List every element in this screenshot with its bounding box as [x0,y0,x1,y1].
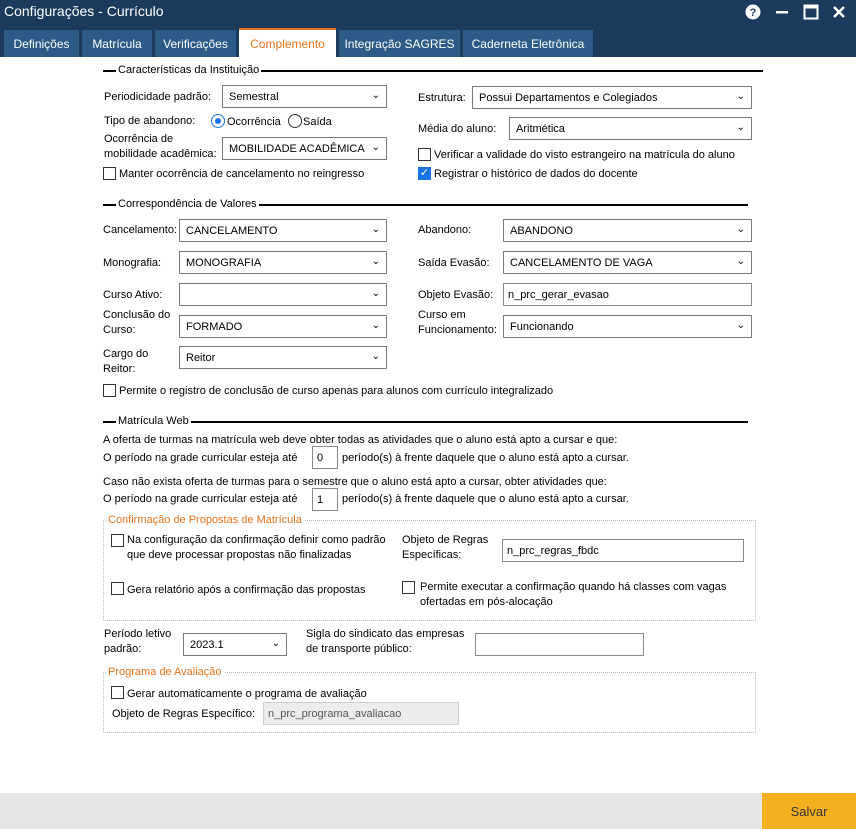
objeto-especifico-label: Objeto de Regras Específico: [112,708,256,720]
periodicidade-label: Periodicidade padrão: [104,91,212,103]
conclusao-label-2: Curso: [103,324,136,336]
abandono-ocorrencia-radio[interactable] [211,114,225,128]
gera-relatorio-label: Gera relatório após a confirmação das propostas [127,584,366,596]
mobilidade-label-2: mobilidade acadêmica: [104,148,217,160]
cargo-label-1: Cargo do [103,348,149,360]
chevron-down-icon: ⌄ [371,224,380,235]
chevron-down-icon: ⌄ [736,224,745,235]
registrar-historico-checkbox[interactable]: ✓ [419,167,430,179]
objeto-regras-input[interactable]: n_prc_regras_fbdc [502,539,744,562]
chevron-down-icon: ⌄ [371,288,380,299]
abandono-select[interactable] [503,219,752,242]
conclusao-value: FORMADO [186,320,243,333]
help-icon[interactable] [743,2,763,22]
gerar-programa-checkbox[interactable] [111,686,124,699]
sigla-input[interactable] [475,633,644,656]
config-padrao-checkbox[interactable] [111,534,124,547]
curso-ativo-label: Curso Ativo: [103,289,163,301]
tab-matricula[interactable]: Matrícula [82,30,152,57]
cargo-label-2: Reitor: [103,363,136,375]
config-padrao-label-2: que deve processar propostas não finalizadas [127,549,352,561]
section-title-valores: Correspondência de Valores [118,198,257,210]
cancelamento-value: CANCELAMENTO [186,224,278,237]
sigla-label-2: de transporte público: [306,643,412,655]
tab-definicoes[interactable]: Definições [4,30,79,57]
saida-evasao-select[interactable] [503,251,752,274]
periodo-prefix-2: O período na grade curricular esteja até [103,493,298,505]
chevron-down-icon: ⌄ [736,320,745,331]
manter-ocorrencia-label: Manter ocorrência de cancelamento no reingresso [119,168,365,180]
monografia-value: MONOGRAFIA [186,256,262,269]
monografia-label: Monografia: [103,257,162,269]
periodo-letivo-select[interactable] [183,633,287,656]
verificar-visto-checkbox[interactable] [418,148,431,161]
chevron-down-icon: ⌄ [371,256,380,267]
oferta-text: A oferta de turmas na matrícula web deve obter todas as atividades que o aluno está apto a cursar e que: [103,434,618,446]
periodo-letivo-label-1: Período letivo [104,628,172,640]
tab-caderneta-eletronica[interactable]: Caderneta Eletrônica [463,30,593,57]
objeto-especifico-input[interactable]: n_prc_programa_avaliacao [263,702,459,725]
chevron-down-icon: ⌄ [371,351,380,362]
periodicidade-select[interactable] [222,85,387,108]
media-label: Média do aluno: [418,123,497,135]
objeto-regras-label-1: Objeto de Regras [402,534,489,546]
abandono-saida-label: Saída [303,116,332,128]
section-title-web: Matrícula Web [118,415,189,427]
media-select[interactable] [509,117,752,140]
estrutura-select[interactable] [472,86,752,109]
gera-relatorio-checkbox[interactable] [111,582,124,595]
media-value: Aritmética [516,122,565,135]
abandono-label: Abandono: [418,224,472,236]
cargo-select[interactable] [179,346,387,369]
title-bar [0,0,856,25]
chevron-down-icon: ⌄ [371,320,380,331]
registrar-historico-label: Registrar o histórico de dados do docente [434,168,638,180]
chevron-down-icon: ⌄ [736,256,745,267]
estrutura-value: Possui Departamentos e Colegiados [479,91,658,104]
gerar-programa-label: Gerar automaticamente o programa de avaliação [127,688,367,700]
objeto-regras-label-2: Específicas: [402,549,462,561]
periodo-suffix-1: período(s) à frente daquele que o aluno está apto a cursar. [342,452,629,464]
confirmacao-legend: Confirmação de Propostas de Matrícula [108,514,302,526]
cancelamento-label: Cancelamento: [103,224,177,236]
funcionamento-label-2: Funcionamento: [418,324,497,336]
permite-executar-checkbox[interactable] [402,581,415,594]
cancelamento-select[interactable] [179,219,387,242]
periodo-suffix-2: período(s) à frente daquele que o aluno está apto a cursar. [342,493,629,505]
close-icon[interactable] [829,2,849,22]
conclusao-select[interactable] [179,315,387,338]
periodo-input-2[interactable]: 1 [312,488,338,511]
chevron-down-icon: ⌄ [736,122,745,133]
objeto-evasao-input[interactable]: n_prc_gerar_evasao [503,283,752,306]
save-button[interactable]: Salvar [762,793,856,829]
sigla-label-1: Sigla do sindicato das empresas [306,628,465,640]
chevron-down-icon: ⌄ [271,638,280,649]
svg-text:?: ? [749,7,757,19]
periodicidade-value: Semestral [229,90,279,103]
periodo-prefix-1: O período na grade curricular esteja até [103,452,298,464]
tab-complemento[interactable]: Complemento [239,28,336,58]
programa-legend: Programa de Avaliação [108,666,222,678]
tipo-abandono-label: Tipo de abandono: [104,115,196,127]
mobilidade-label-1: Ocorrência de [104,133,174,145]
objeto-evasao-label: Objeto Evasão: [418,289,494,301]
permite-executar-label-2: ofertadas em pós-alocação [420,596,553,608]
funcionamento-label-1: Curso em [418,309,466,321]
tab-verificacoes[interactable]: Verificações [155,30,236,57]
caso-text: Caso não exista oferta de turmas para o semestre que o aluno está apto a cursar, obter atividades que: [103,476,607,488]
mobilidade-select[interactable] [222,137,387,160]
tab-integracao-sagres[interactable]: Integração SAGRES [339,30,460,57]
section-divider [103,421,748,423]
abandono-value: ABANDONO [510,224,573,237]
curso-ativo-select[interactable] [179,283,387,306]
periodo-input-1[interactable]: 0 [312,446,338,469]
periodo-letivo-label-2: padrão: [104,643,142,655]
estrutura-label: Estrutura: [418,92,466,104]
footer-bar [0,793,856,829]
funcionamento-select[interactable] [503,315,752,338]
funcionamento-value: Funcionando [510,320,574,333]
config-padrao-label-1: Na configuração da confirmação definir como padrão [127,534,386,546]
conclusao-label-1: Conclusão do [103,309,171,321]
cargo-value: Reitor [186,351,216,364]
chevron-down-icon: ⌄ [736,91,745,102]
section-title-instituicao: Características da Instituição [118,64,260,76]
permite-registro-checkbox[interactable] [103,384,116,397]
monografia-select[interactable] [179,251,387,274]
periodo-letivo-value: 2023.1 [190,638,224,651]
abandono-saida-radio[interactable] [288,114,302,128]
permite-registro-label: Permite o registro de conclusão de curso apenas para alunos com currículo integralizado [119,385,554,397]
manter-ocorrencia-checkbox[interactable] [103,167,116,180]
window-title: Configurações - Currículo [4,3,164,19]
permite-executar-label-1: Permite executar a confirmação quando há classes com vagas [420,581,727,593]
maximize-icon[interactable] [801,2,821,22]
verificar-visto-label: Verificar a validade do visto estrangeiro na matrícula do aluno [434,149,735,161]
mobilidade-value: MOBILIDADE ACADÊMICA [229,142,365,155]
chevron-down-icon: ⌄ [371,90,380,101]
abandono-ocorrencia-label: Ocorrência [227,116,281,128]
minimize-icon[interactable] [772,2,792,22]
chevron-down-icon: ⌄ [371,142,380,153]
saida-evasao-value: CANCELAMENTO DE VAGA [510,256,653,269]
saida-evasao-label: Saída Evasão: [418,257,490,269]
